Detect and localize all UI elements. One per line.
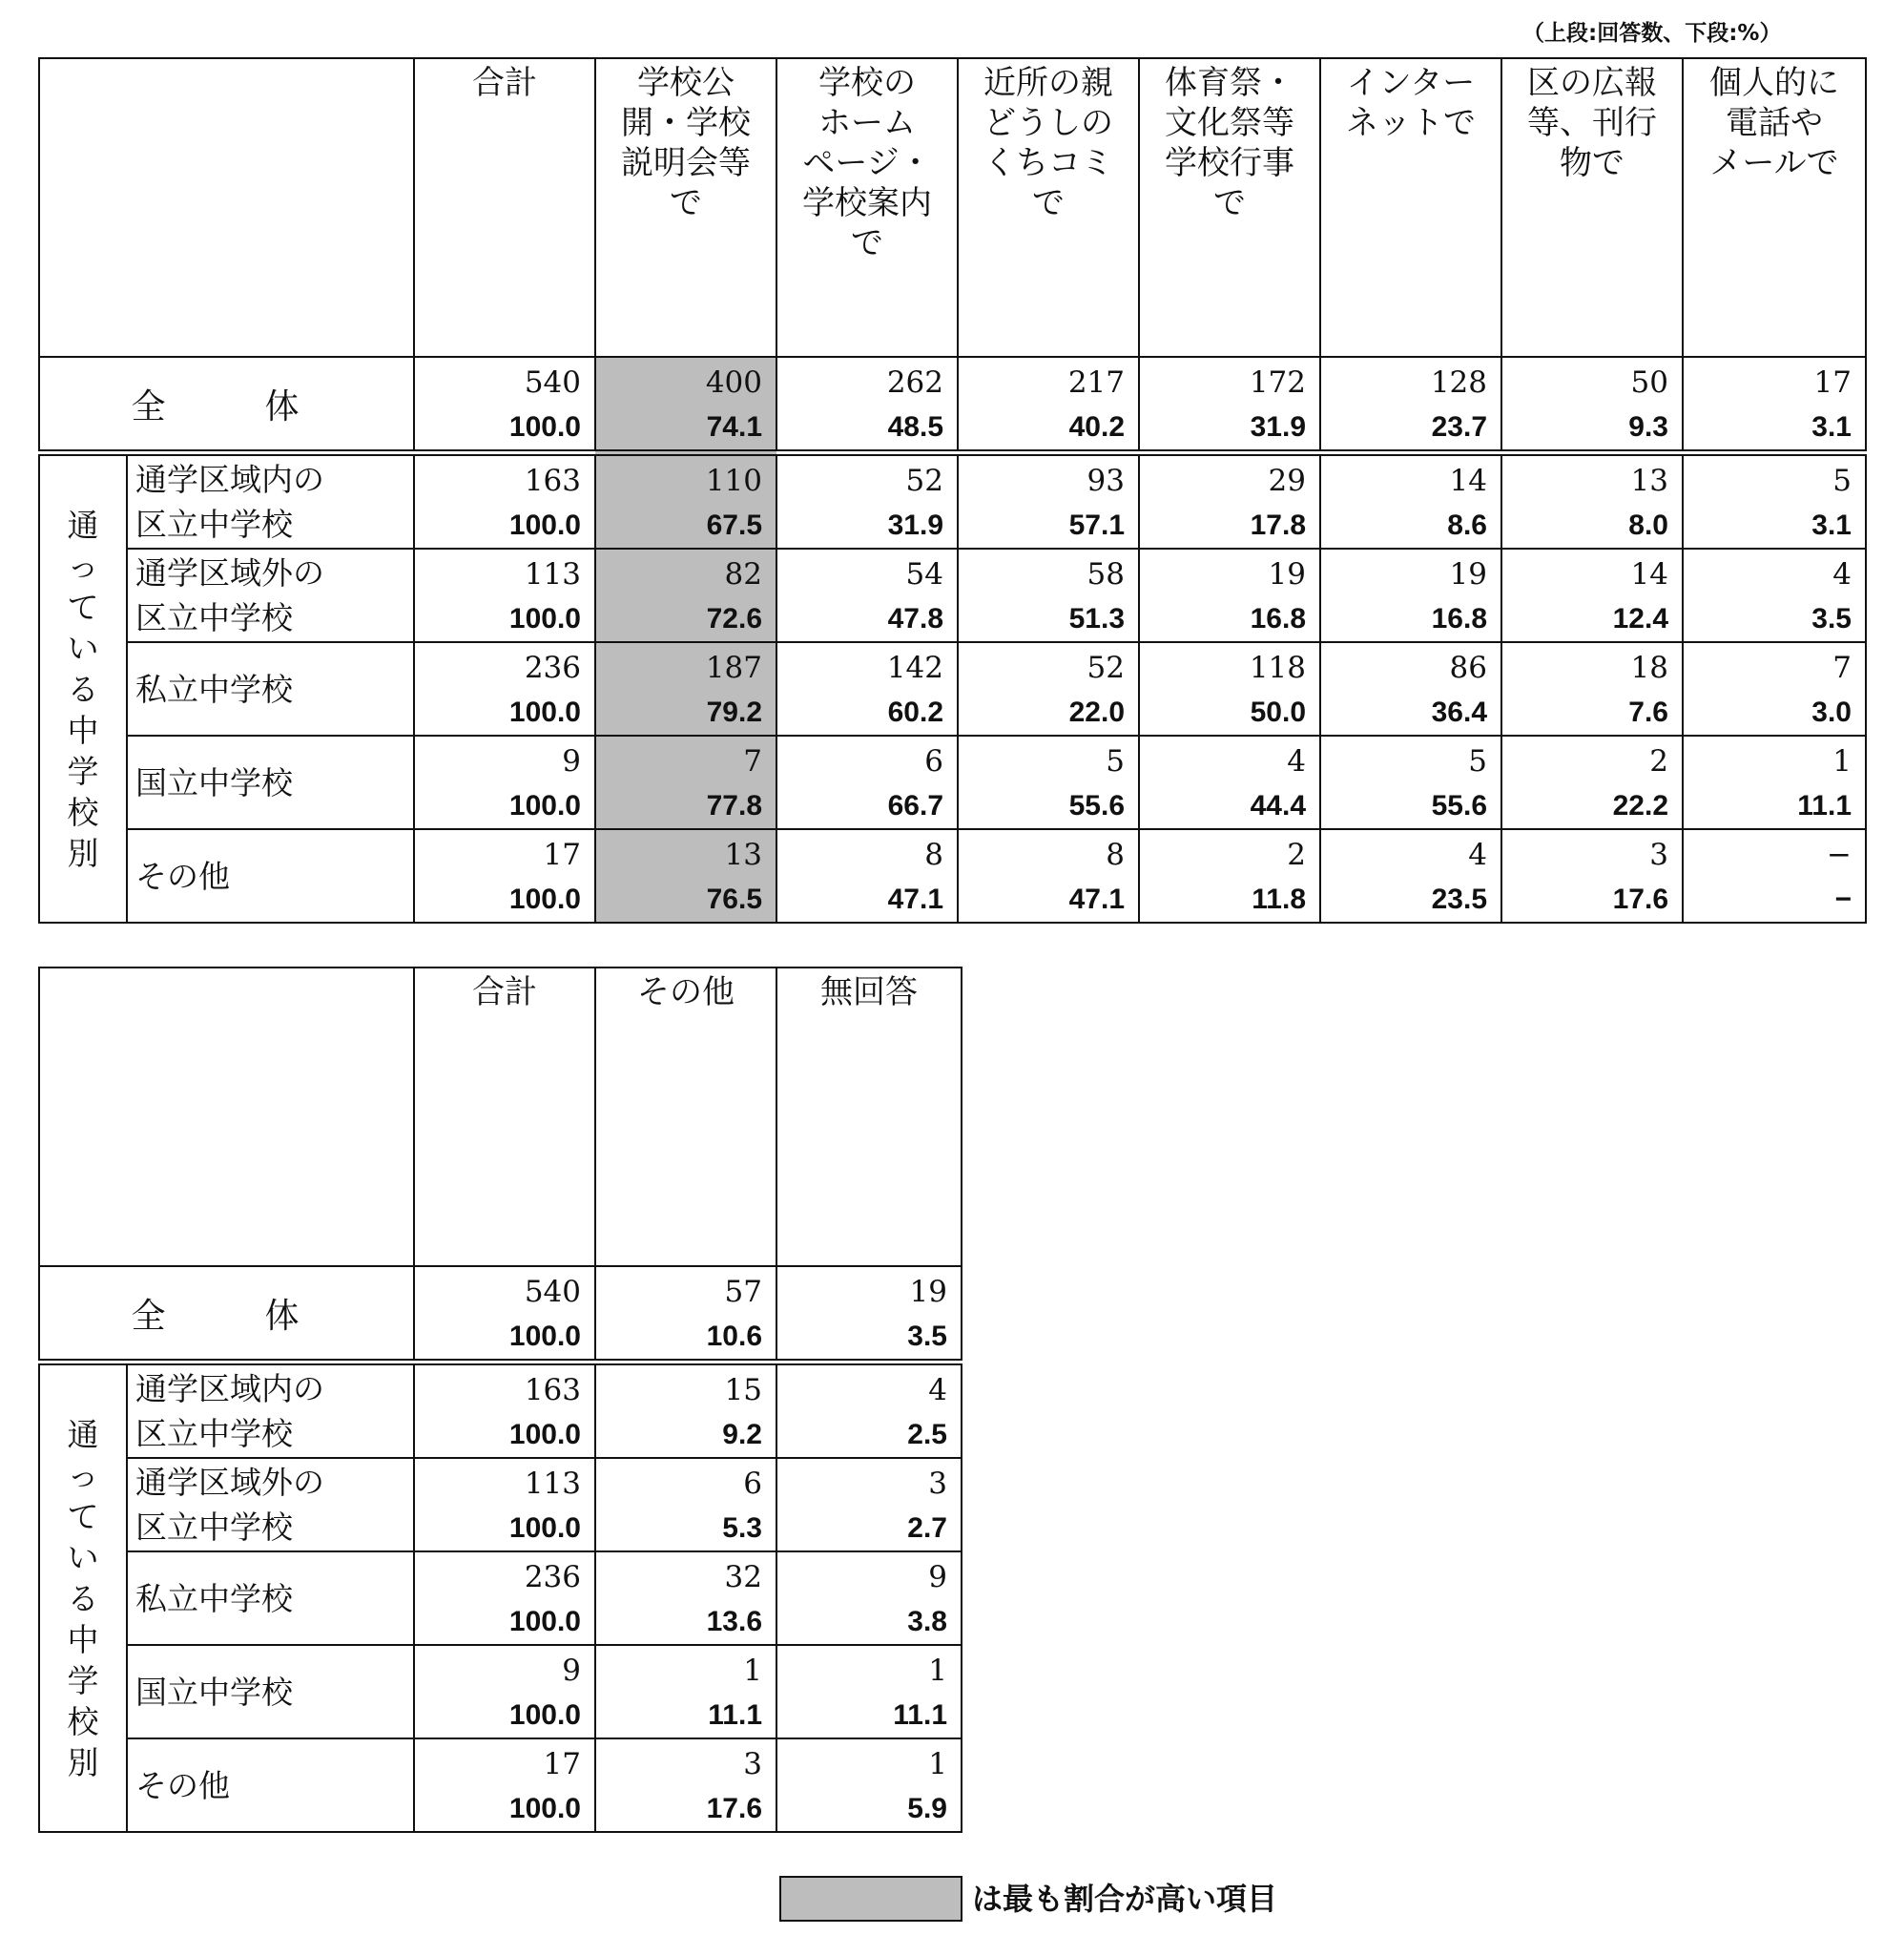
data-cell: 14 12.4 bbox=[1501, 549, 1683, 642]
table-row-total bbox=[39, 1266, 962, 1363]
data-cell: 262 48.5 bbox=[776, 357, 958, 453]
column-header: 区の広報 等、刊行 物で bbox=[1501, 58, 1683, 357]
results-table-other bbox=[38, 967, 962, 1833]
row-label: 国立中学校 bbox=[127, 1645, 414, 1738]
data-cell: 118 50.0 bbox=[1139, 642, 1320, 736]
data-cell: 8 47.1 bbox=[776, 829, 958, 923]
data-cell: 17 100.0 bbox=[414, 829, 595, 923]
column-header: 無回答 bbox=[776, 968, 962, 1266]
data-cell: − − bbox=[1683, 829, 1866, 923]
table-row bbox=[39, 1738, 962, 1832]
column-header: 近所の親 どうしの くちコミ で bbox=[958, 58, 1139, 357]
data-cell: 236 100.0 bbox=[414, 1551, 595, 1645]
data-cell: 18 7.6 bbox=[1501, 642, 1683, 736]
table-row bbox=[39, 736, 1866, 829]
data-cell-highlight: 82 72.6 bbox=[595, 549, 776, 642]
legend-swatch bbox=[779, 1876, 962, 1922]
row-label: 国立中学校 bbox=[127, 736, 414, 829]
table-row bbox=[39, 1551, 962, 1645]
data-cell: 86 36.4 bbox=[1320, 642, 1501, 736]
table-row bbox=[39, 1645, 962, 1738]
column-header: その他 bbox=[595, 968, 776, 1266]
data-cell: 57 10.6 bbox=[595, 1266, 776, 1363]
data-cell: 1 11.1 bbox=[1683, 736, 1866, 829]
data-cell: 3 17.6 bbox=[595, 1738, 776, 1832]
data-cell: 4 23.5 bbox=[1320, 829, 1501, 923]
group-label: 通っている中学校別 bbox=[39, 1363, 127, 1833]
data-cell: 17 3.1 bbox=[1683, 357, 1866, 453]
row-label: 通学区域内の 区立中学校 bbox=[127, 1363, 414, 1459]
header-row bbox=[39, 968, 962, 1266]
column-header: 合計 bbox=[414, 968, 595, 1266]
row-label: 通学区域内の 区立中学校 bbox=[127, 453, 414, 550]
data-cell: 113 100.0 bbox=[414, 549, 595, 642]
data-cell: 5 55.6 bbox=[958, 736, 1139, 829]
header-corner bbox=[39, 58, 414, 357]
data-cell-highlight: 110 67.5 bbox=[595, 453, 776, 550]
data-cell: 9 100.0 bbox=[414, 1645, 595, 1738]
data-cell: 6 66.7 bbox=[776, 736, 958, 829]
table-row bbox=[39, 829, 1866, 923]
table-row bbox=[39, 1363, 962, 1459]
table-row bbox=[39, 549, 1866, 642]
header-corner bbox=[39, 968, 414, 1266]
table-row bbox=[39, 453, 1866, 550]
data-cell: 142 60.2 bbox=[776, 642, 958, 736]
data-cell: 52 31.9 bbox=[776, 453, 958, 550]
data-cell: 9 100.0 bbox=[414, 736, 595, 829]
data-cell: 19 3.5 bbox=[776, 1266, 962, 1363]
data-cell: 19 16.8 bbox=[1320, 549, 1501, 642]
data-cell: 4 2.5 bbox=[776, 1363, 962, 1459]
data-cell: 172 31.9 bbox=[1139, 357, 1320, 453]
data-cell: 52 22.0 bbox=[958, 642, 1139, 736]
data-cell: 17 100.0 bbox=[414, 1738, 595, 1832]
data-cell: 128 23.7 bbox=[1320, 357, 1501, 453]
data-cell: 3 2.7 bbox=[776, 1458, 962, 1551]
column-header: 体育祭・ 文化祭等 学校行事 で bbox=[1139, 58, 1320, 357]
data-cell: 93 57.1 bbox=[958, 453, 1139, 550]
row-label-total: 全 体 bbox=[39, 357, 414, 453]
column-header: 個人的に 電話や メールで bbox=[1683, 58, 1866, 357]
data-cell: 4 3.5 bbox=[1683, 549, 1866, 642]
legend-text: は最も割合が高い項目 bbox=[972, 1881, 1278, 1917]
data-cell: 9 3.8 bbox=[776, 1551, 962, 1645]
data-cell-highlight: 7 77.8 bbox=[595, 736, 776, 829]
row-label: その他 bbox=[127, 1738, 414, 1832]
data-cell: 540 100.0 bbox=[414, 1266, 595, 1363]
table-row bbox=[39, 642, 1866, 736]
column-header: 合計 bbox=[414, 58, 595, 357]
data-cell: 1 11.1 bbox=[595, 1645, 776, 1738]
data-cell: 3 17.6 bbox=[1501, 829, 1683, 923]
data-cell-highlight: 187 79.2 bbox=[595, 642, 776, 736]
data-cell: 4 44.4 bbox=[1139, 736, 1320, 829]
unit-note: （上段:回答数、下段:%） bbox=[1522, 21, 1782, 46]
data-cell: 6 5.3 bbox=[595, 1458, 776, 1551]
data-cell: 58 51.3 bbox=[958, 549, 1139, 642]
data-cell: 50 9.3 bbox=[1501, 357, 1683, 453]
results-table-main bbox=[38, 57, 1867, 924]
data-cell: 5 3.1 bbox=[1683, 453, 1866, 550]
table-row bbox=[39, 1458, 962, 1551]
data-cell: 14 8.6 bbox=[1320, 453, 1501, 550]
data-cell: 2 22.2 bbox=[1501, 736, 1683, 829]
row-label: その他 bbox=[127, 829, 414, 923]
data-cell: 32 13.6 bbox=[595, 1551, 776, 1645]
data-cell: 13 8.0 bbox=[1501, 453, 1683, 550]
data-cell: 7 3.0 bbox=[1683, 642, 1866, 736]
data-cell: 163 100.0 bbox=[414, 453, 595, 550]
data-cell: 2 11.8 bbox=[1139, 829, 1320, 923]
row-label: 私立中学校 bbox=[127, 642, 414, 736]
data-cell: 217 40.2 bbox=[958, 357, 1139, 453]
column-header: 学校の ホーム ページ・ 学校案内 で bbox=[776, 58, 958, 357]
data-cell: 113 100.0 bbox=[414, 1458, 595, 1551]
column-header: 学校公 開・学校 説明会等 で bbox=[595, 58, 776, 357]
data-cell: 54 47.8 bbox=[776, 549, 958, 642]
row-label-total: 全 体 bbox=[39, 1266, 414, 1363]
row-label: 通学区域外の 区立中学校 bbox=[127, 549, 414, 642]
data-cell: 19 16.8 bbox=[1139, 549, 1320, 642]
header-row bbox=[39, 58, 1866, 357]
data-cell: 8 47.1 bbox=[958, 829, 1139, 923]
row-label: 通学区域外の 区立中学校 bbox=[127, 1458, 414, 1551]
data-cell: 236 100.0 bbox=[414, 642, 595, 736]
row-label: 私立中学校 bbox=[127, 1551, 414, 1645]
column-header: インター ネットで bbox=[1320, 58, 1501, 357]
data-cell-highlight: 400 74.1 bbox=[595, 357, 776, 453]
data-cell: 540 100.0 bbox=[414, 357, 595, 453]
data-cell: 1 11.1 bbox=[776, 1645, 962, 1738]
data-cell: 15 9.2 bbox=[595, 1363, 776, 1459]
group-label: 通っている中学校別 bbox=[39, 453, 127, 924]
table-row-total bbox=[39, 357, 1866, 453]
data-cell: 1 5.9 bbox=[776, 1738, 962, 1832]
data-cell: 5 55.6 bbox=[1320, 736, 1501, 829]
data-cell: 163 100.0 bbox=[414, 1363, 595, 1459]
data-cell-highlight: 13 76.5 bbox=[595, 829, 776, 923]
data-cell: 29 17.8 bbox=[1139, 453, 1320, 550]
